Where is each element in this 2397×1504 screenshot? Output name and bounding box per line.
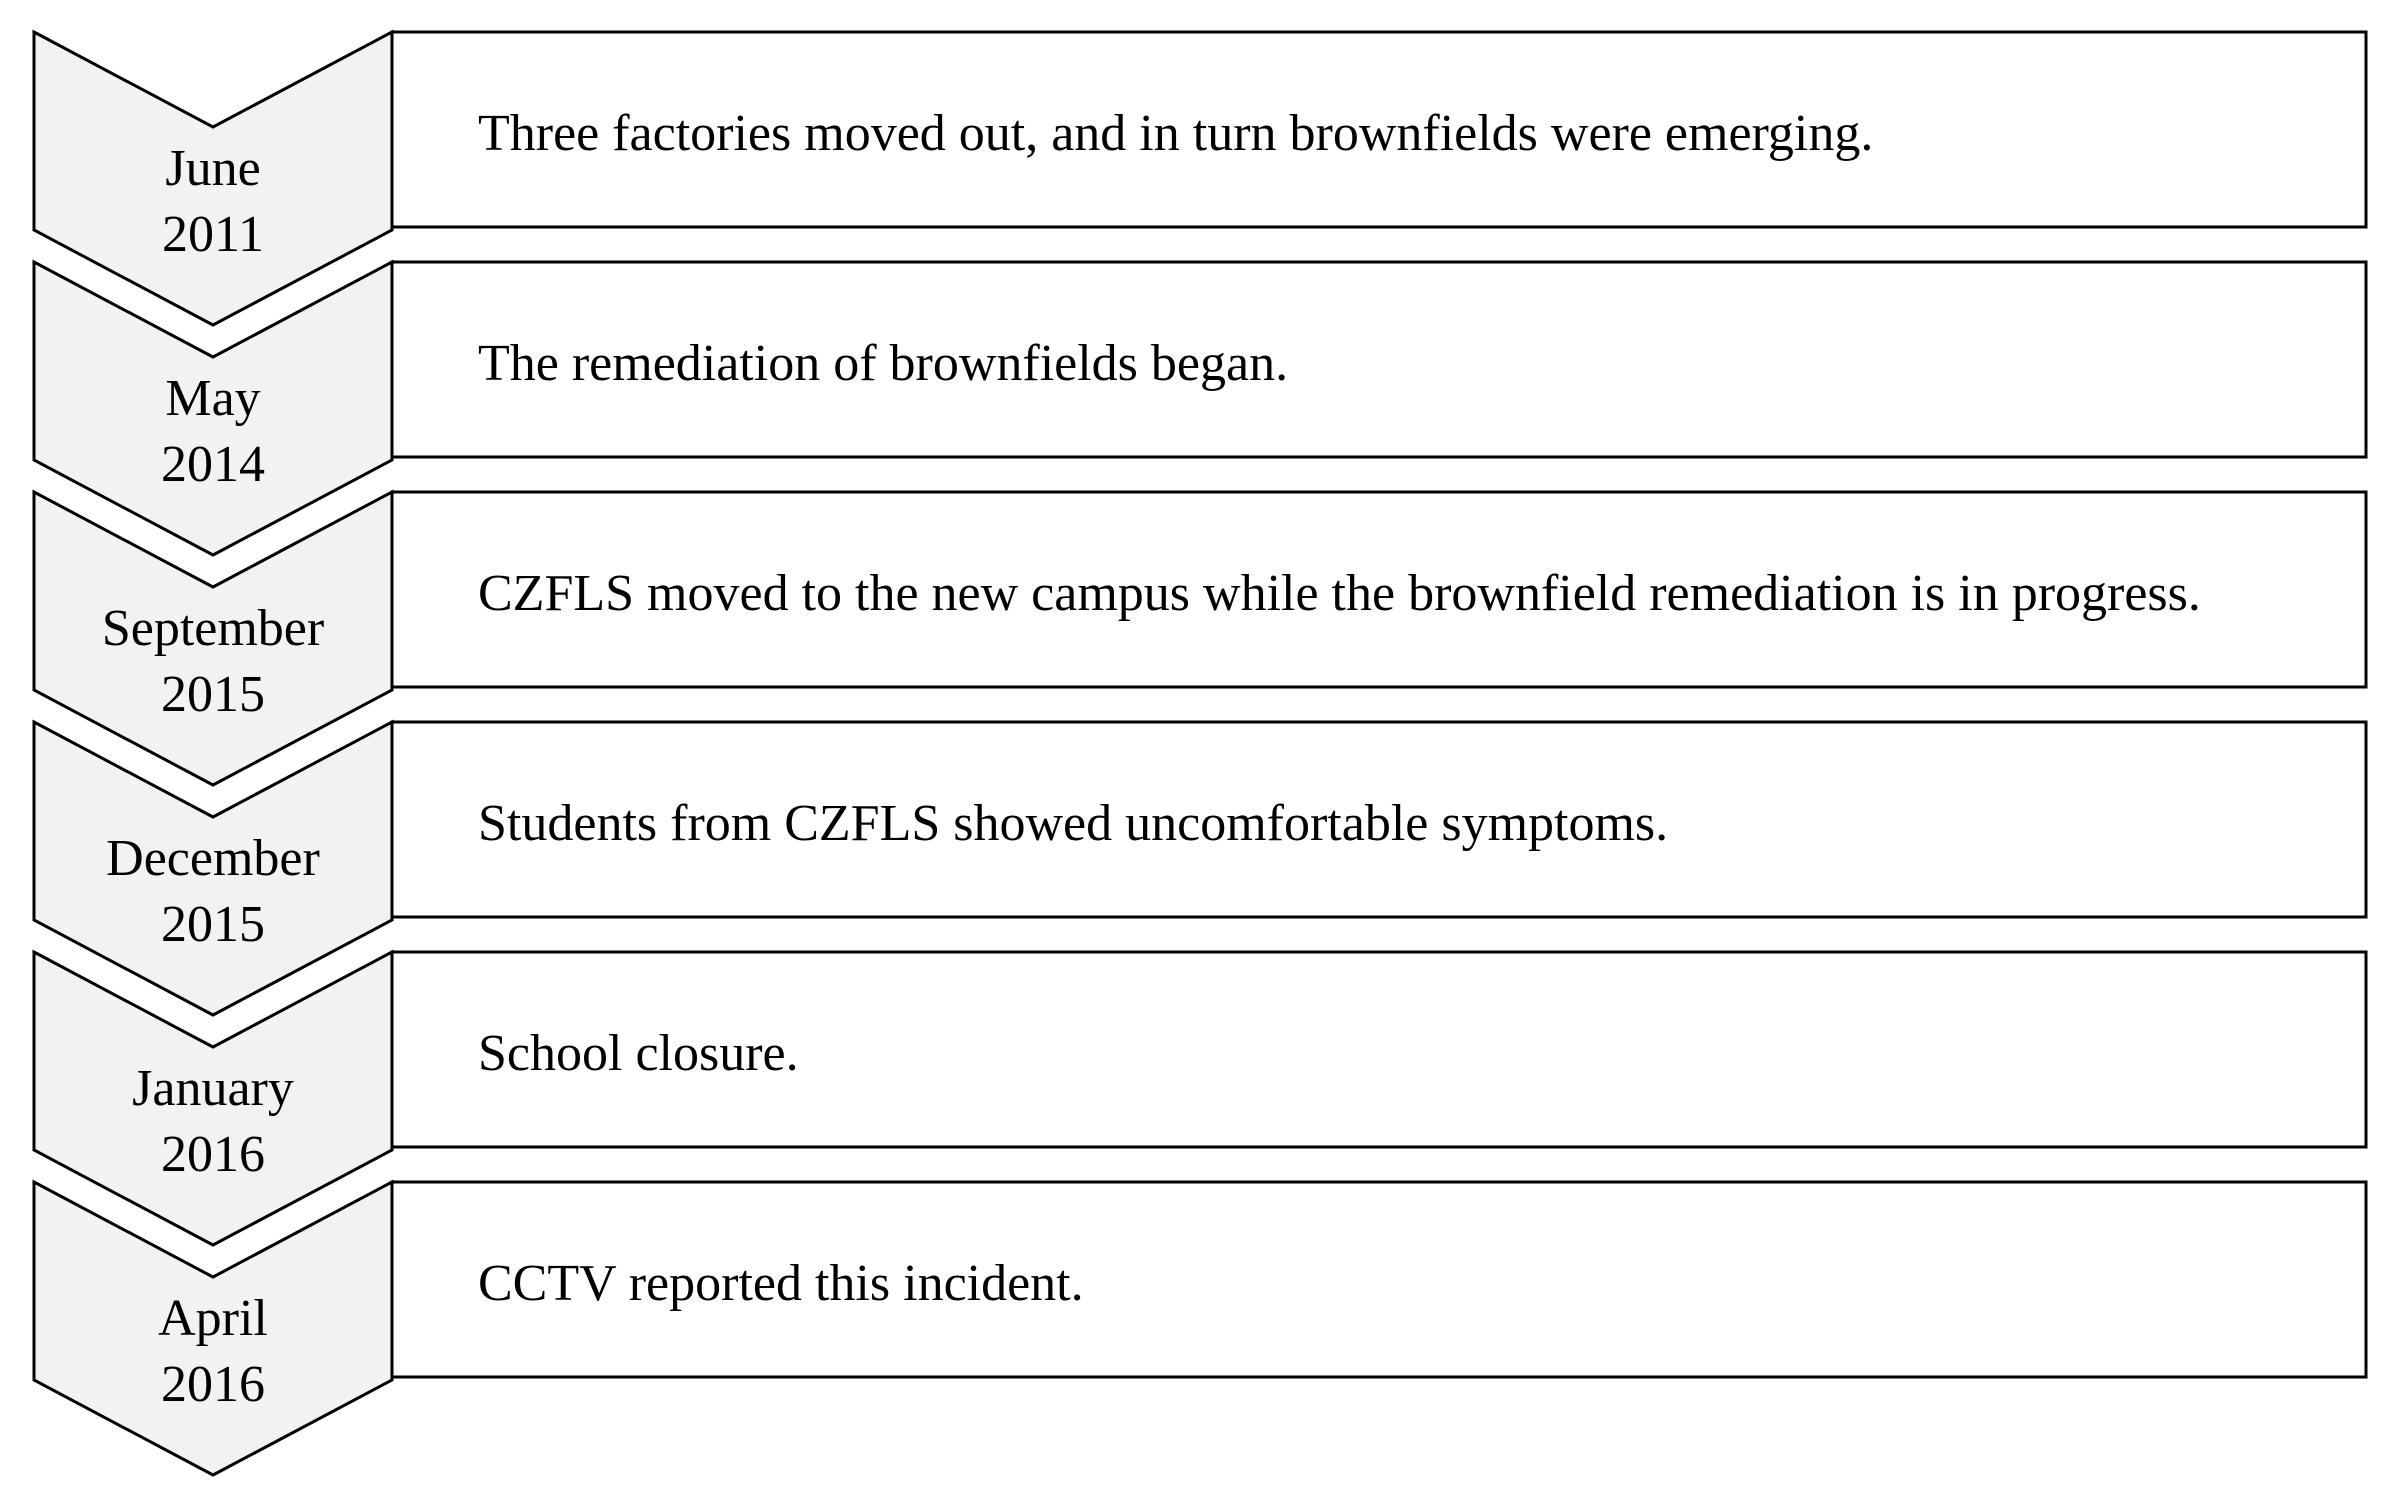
date-year: 2016 [161, 1356, 265, 1413]
date-month: December [106, 830, 320, 887]
date-month: May [165, 370, 261, 427]
date-year: 2011 [161, 206, 265, 263]
date-month: April [158, 1290, 268, 1347]
event-description: The remediation of brownfields began. [478, 335, 1289, 392]
event-description: CZFLS moved to the new campus while the brownfield remediation is in progress. [478, 565, 2201, 622]
date-month: September [101, 600, 325, 657]
date-month: January [132, 1060, 294, 1117]
event-description: CCTV reported this incident. [478, 1255, 1084, 1312]
date-year: 2016 [161, 1126, 265, 1183]
date-year: 2015 [161, 666, 265, 723]
timeline-row [34, 1182, 2366, 1475]
date-year: 2015 [161, 896, 265, 953]
event-description: School closure. [478, 1025, 799, 1082]
timeline-rows [34, 32, 2366, 1475]
event-description: Three factories moved out, and in turn brownfields were emerging. [478, 105, 1874, 162]
date-year: 2014 [161, 436, 265, 493]
event-description: Students from CZFLS showed uncomfortable symptoms. [478, 795, 1669, 852]
date-month: June [165, 140, 261, 197]
